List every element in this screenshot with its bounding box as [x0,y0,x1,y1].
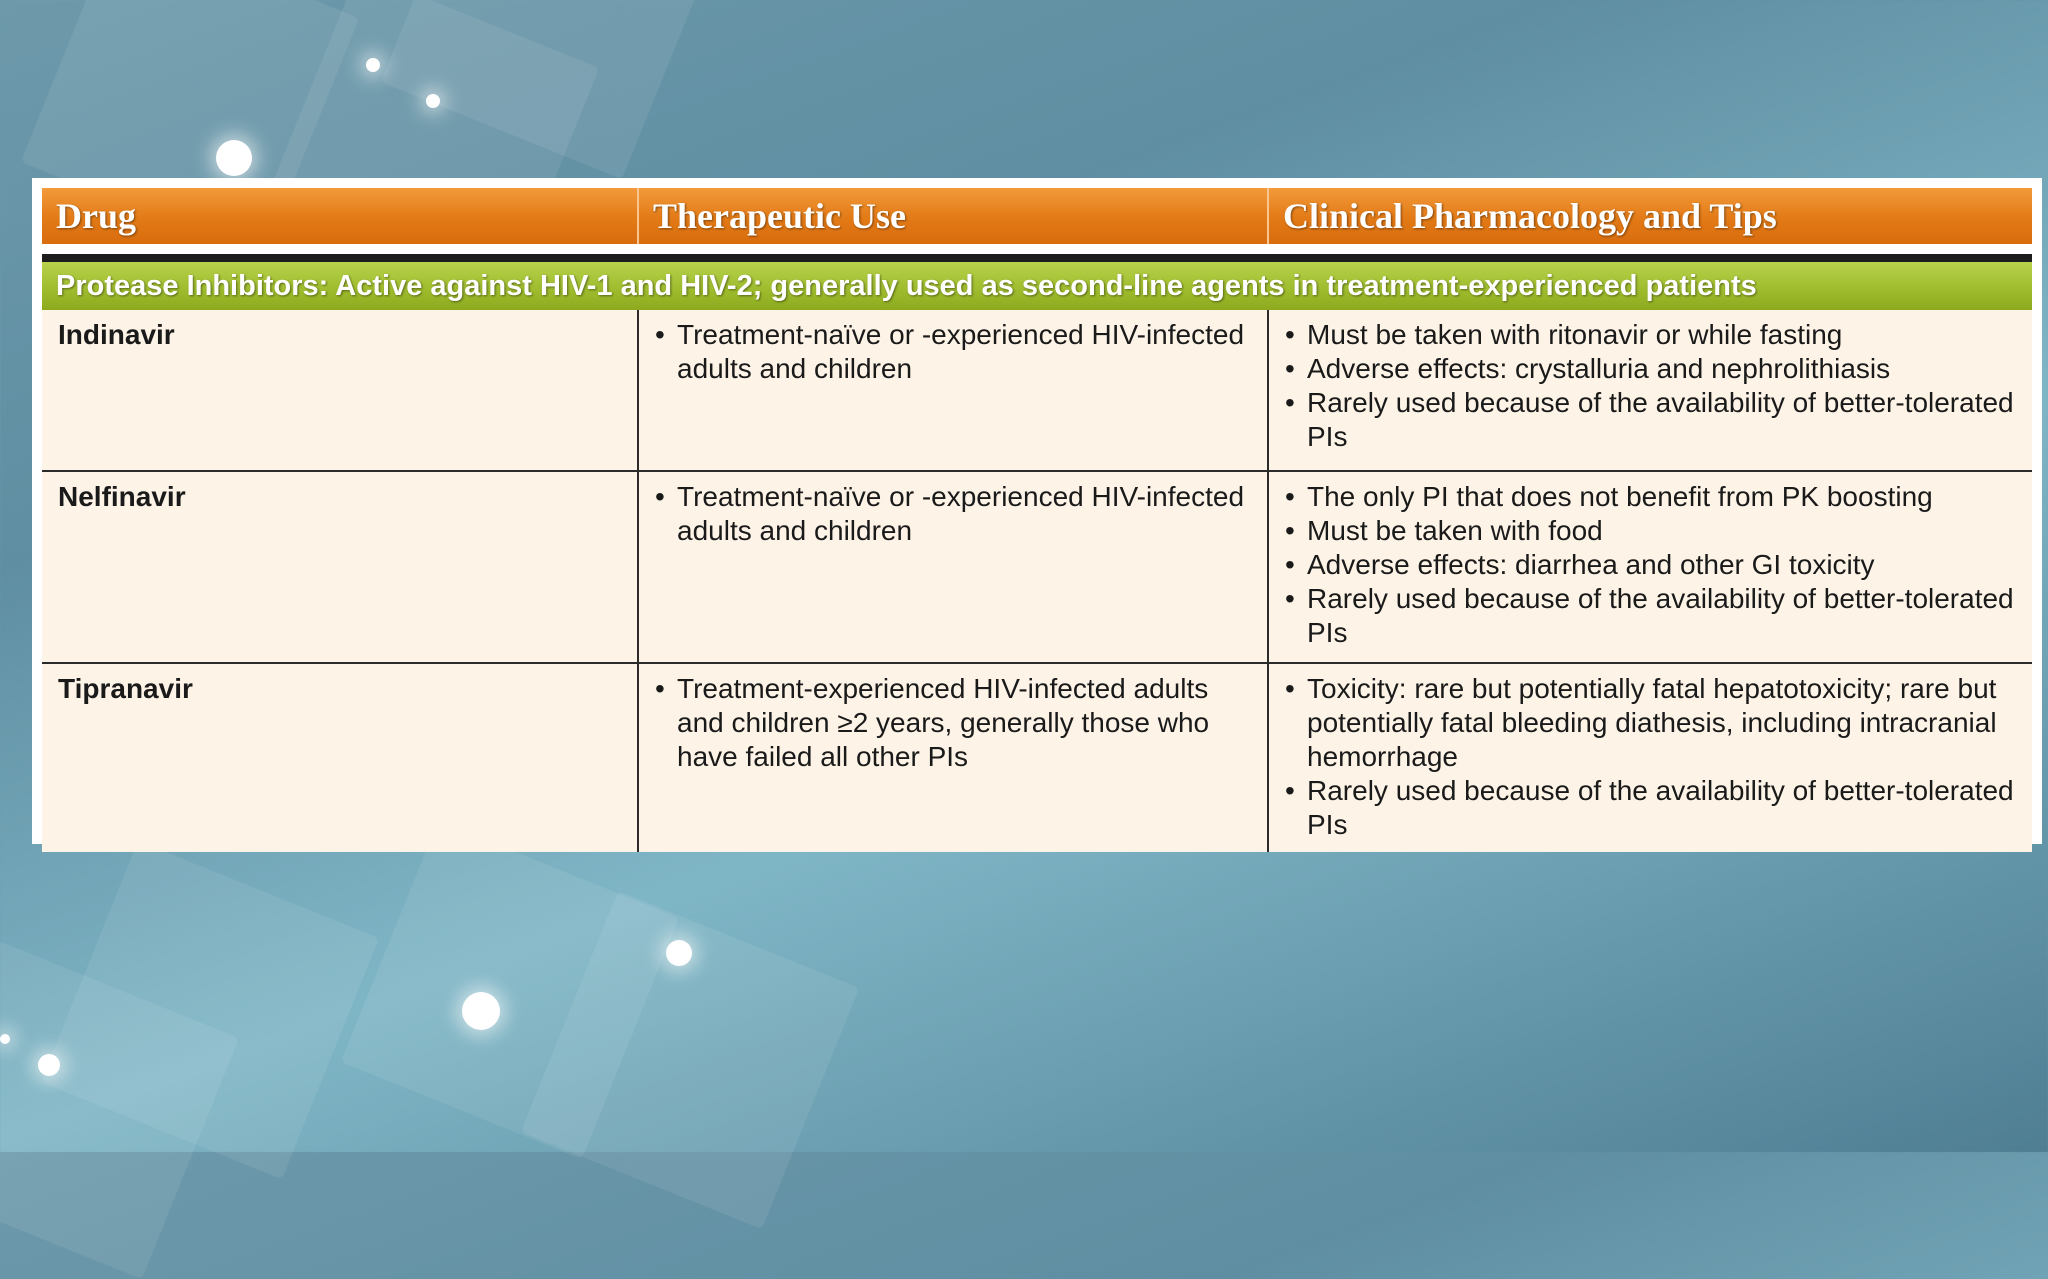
header-clinical-pharmacology: Clinical Pharmacology and Tips [1268,188,2032,244]
drug-name: Tipranavir [58,673,193,704]
background-light-dot [426,94,440,108]
black-divider [42,254,2032,262]
drug-name: Indinavir [58,319,175,350]
protease-inhibitor-table [42,188,2032,852]
background-light-dot [462,992,500,1030]
tips-list [1285,480,2016,650]
header-therapeutic-use: Therapeutic Use [638,188,1268,244]
background-square [41,841,379,1179]
list-item: • Rarely used because of the availability of better-tolerated PIs [1307,386,2016,454]
background-light-dot [0,1034,10,1044]
drug-table-card [32,178,2042,844]
tips-cell [1268,663,2032,852]
background-light-dot [666,940,692,966]
use-list [655,480,1251,548]
list-item: • Must be taken with food [1307,514,2016,548]
table-row [42,471,2032,663]
use-cell [638,663,1268,852]
tips-list [1285,318,2016,454]
background-square [341,821,679,1159]
section-band-text: Protease Inhibitors: Active against HIV-1 and HIV-2; generally used as second-line agents in treatment-experienced patients [42,262,2032,310]
list-item: • Treatment-naïve or -experienced HIV-infected adults and children [677,318,1251,386]
list-item: • Treatment-naïve or -experienced HIV-infected adults and children [677,480,1251,548]
background-square [521,891,859,1229]
drug-cell [42,471,638,663]
background-light-dot [366,58,380,72]
tips-cell [1268,471,2032,663]
use-cell [638,471,1268,663]
tips-list [1285,672,2016,842]
list-item: • Adverse effects: crystalluria and nephrolithiasis [1307,352,2016,386]
drug-name: Nelfinavir [58,481,186,512]
background-square [0,941,239,1279]
drug-cell [42,663,638,852]
list-item: • Rarely used because of the availability of better-tolerated PIs [1307,774,2016,842]
list-item: • Must be taken with ritonavir or while fasting [1307,318,2016,352]
use-list [655,318,1251,386]
list-item: • Treatment-experienced HIV-infected adults and children ≥2 years, generally those who have failed all other PIs [677,672,1251,774]
use-cell [638,310,1268,471]
use-list [655,672,1251,774]
background-square [381,0,719,179]
list-item: • Adverse effects: diarrhea and other GI toxicity [1307,548,2016,582]
background-light-dot [216,140,252,176]
section-band-row [42,262,2032,310]
list-item: • Toxicity: rare but potentially fatal hepatotoxicity; rare but potentially fatal bleeding diathesis, including intracranial hemorrhage [1307,672,2016,774]
table-row [42,663,2032,852]
table-header-row [42,188,2032,244]
background-light-dot [38,1054,60,1076]
list-item: • The only PI that does not benefit from PK boosting [1307,480,2016,514]
list-item: • Rarely used because of the availability of better-tolerated PIs [1307,582,2016,650]
table-row [42,310,2032,471]
tips-cell [1268,310,2032,471]
drug-cell [42,310,638,471]
header-spacer [42,244,2032,254]
header-drug: Drug [42,188,638,244]
